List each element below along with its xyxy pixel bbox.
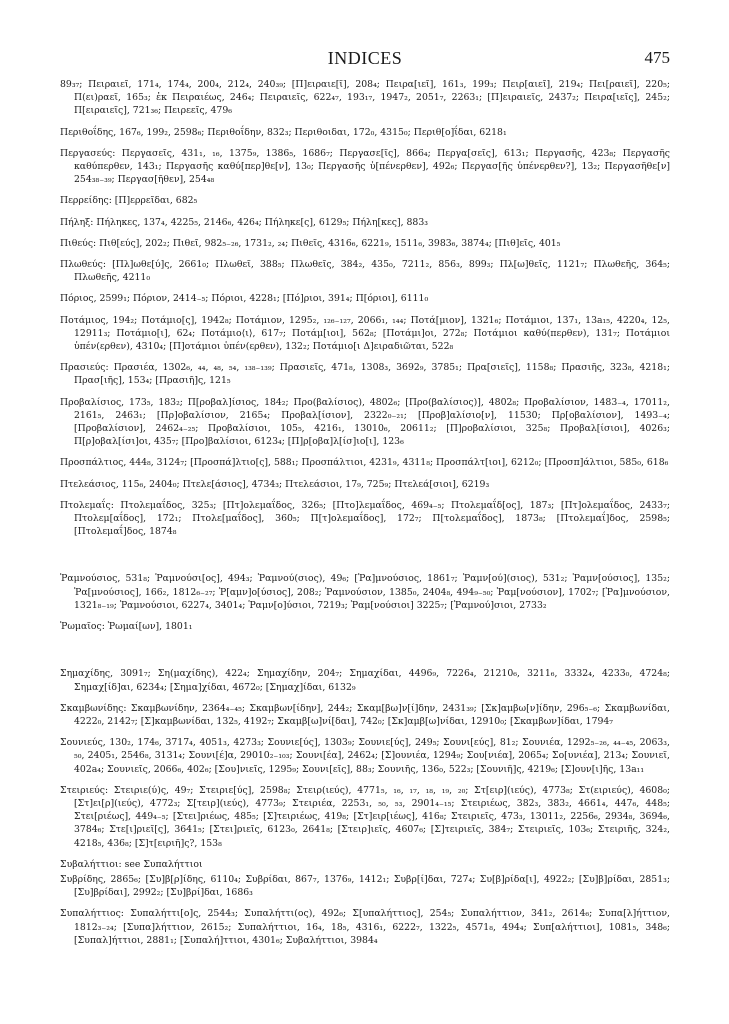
running-header xyxy=(60,48,670,72)
index-entry-peiraieus-cont: 89₃₇; Πειραιεῖ, 171₄, 174₄, 200₄, 212₄, 240₃₉; [Π]ειραιε[ῖ], 208₄; Πειρα[ιεῖ], 161₃, 199₃; Πειρ[αιεῖ], 219₄; Πει[ραιεῖ], 220₅; Π(ει)ραεῖ, 165₃; ἐκ Πειραιέως, 246₄; Πειραιεῖς, 622₄₇, 193₁₇, 1947₂, 2051₇, 2263₁; [Π]ειραιεῖς, 2437₂; Πειρα[ιεῖς], 245₂; Π[ειραιεῖς], 721₃₆; Πειρεεῖς, 479₆ xyxy=(60,79,670,117)
index-entry-potamios: Ποτάμιος, 194₂; Ποτάμιο[ς], 1942₈; Ποτάμιον, 1295₂, ₁₂₆₋₁₂₇, 2066₁, ₁₄₄; Ποτά[μιον], 1321₆; Ποτάμιοι, 137₁, 13a₁₅, 4220₄, 12₅, 12911₃; Ποτάμιο[ι], 62₄; Ποτάμιο⟨ι⟩, 617₇; Ποτάμ[ιοι], 562₈; [Ποτάμι]οι, 272₈; Ποτάμιοι καθύ(περθεν), 131₇; Ποτάμιοι ὑπέν(ερθεν), 4310₄; [Π]οτάμιοι ὑπέν(ερθεν), 132₂; Ποτάμιο[ι Δ]ειραδιῶται, 522₈ xyxy=(60,314,670,353)
index-entry-pelex: Πήληξ: Πήληκες, 137₄, 4225₅, 2146₆, 426₄; Πήληκε[ς], 6129₅; Πήλη[κες], 883₃ xyxy=(60,216,428,228)
index-entry-skambonides: Σκαμβωνίδης: Σκαμβωνίδην, 2364₄₋₄₅; Σκαμβων[ίδην], 244₂; Σκαμ[βω]ν[ί]δην, 2431₃₉; [Σκ]αμβω[ν]ίδην, 296₅₋₆; Σκαμβωνίδαι, 4222₀, 2142₇; [Σ]καμβωνίδαι, 132₅, 4192₇; Σκαμβ[ω]νί[δαι], 742₀; [Σκ]αμβ[ω]νίδαι, 12910₀; [Σκαμβων]ίδαι, 1794₇ xyxy=(60,702,670,727)
index-body xyxy=(60,78,670,955)
index-entry-sybalettioi-xref: Συβαλήττιοι: see Συπαλήττιοι xyxy=(60,858,203,870)
index-entry-semachides: Σημαχίδης, 3091₇; Ση(μαχίδης), 422₄; Σημαχίδην, 204₇; Σημαχίδαι, 4496₉, 7226₄, 21210₆, 3211₆, 3332₄, 4233₀, 4724₈; Σημαχ[ίδ]αι, 6234₄; [Σημα]χίδαι, 4672₀; [Σημαχ]ίδαι, 6132₉ xyxy=(60,668,670,693)
page-number: 475 xyxy=(644,48,670,67)
index-entry-perithoides: Περιθοΐδης, 167₆, 199₂, 2598₆; Περιθοΐδην, 832₃; Περιθοιδαι, 172₀, 4315₀; Περιθ[ο]ΐδαι, 6218₁ xyxy=(60,126,507,138)
index-entry-pitheus: Πιθεύς: Πιθ[εύς], 202₂; Πιθεῖ, 982₅₋₂₆, 1731₂, ₂₄; Πιθεῖς, 4316₆, 6221₉, 1511₆, 3983₆, 3874₄; [Πιθ]εῖς, 401₅ xyxy=(60,237,561,249)
running-title: INDICES xyxy=(327,48,403,68)
index-entry-pergaseus: Περγασεύς: Περγασεῖς, 431₁, ₁₆, 1375₉, 1386₅, 1686₇; Περγασε[ῖς], 866₄; Περγα[σεῖς], 613₁; Περγασῆς, 423₈; Περγασῆς καθύπερθεν, 143₁; Περγασῆς καθύ[περ]θε[ν], 13₀; Περγασῆς ὑ[πένερθεν], 492₆; Περγασ[ῆς ὑπένερθεν?], 13₂; Περγασῆθε[ν] 254₃₈₋₃₉; Περγασ[ῆθεν], 254₄₈ xyxy=(60,147,670,186)
index-entry-rhamnousios: Ῥαμνούσιος, 531₈; Ῥαμνούσι[ος], 494₃; Ῥαμνού(σιος), 49₆; [Ῥα]μνούσιος, 1861₇; Ῥαμν[ού](σιος), 531₂; Ῥαμν[ούσιος], 135₂; Ῥα[μνούσιος], 166₂, 1812₆₋₂₇; Ῥ[αμν]ο[ύσιος], 208₂; Ῥαμνούσιον, 1385₀, 2404₈, 494₉₋₅₀; Ῥαμ[νούσιον], 1702₇; [Ῥα]μνούσιον, 1321₈₋₁₉; Ῥαμνούσιοι, 6227₄, 3401₄; Ῥαμν[ο]ύσιοι, 7219₃; Ῥαμ[νούσιοι] 3225₇; [Ῥαμνού]σιοι, 2733₂ xyxy=(60,573,670,611)
index-entry-porios: Πόριος, 2599₁; Πόριον, 2414₋₅; Πόριοι, 4228₁; [Πό]ριοι, 391₄; Π[όριοι], 6111₀ xyxy=(60,293,429,305)
index-entry-probalisios: Προβαλίσιος, 173₅, 183₂; Π[ροβαλ]ίσιος, 184₂; Προ(βαλίσιος), 4802₆; [Προ(βαλίσιος)], 4802₈; Προβαλίσιον, 1483₋₄, 17011₂, 2161₅, 2463₁; [Πρ]οβαλίσιον, 2165₄; Προβαλ[ίσιον], 2322₀₋₂₁; [Προβ]αλίσιο[ν], 11530; Πρ[οβαλίσιον], 1493₋₄; [Προβαλίσιον], 2462₄₋₂₅; Προβαλίσιοι, 105₅, 4216₁, 13010₆, 20611₂; [Π]ροβαλίσιοι, 325₈; Προβαλ[ίσιοι], 4026₃; Π[ρ]οβαλ[ίσι]οι, 435₇; [Προ]βαλίσιοι, 6123₄; [Π]ρ[οβα]λ[ίσ]ιο[ι], 123₆ xyxy=(60,396,670,448)
index-entry-prospaltios: Προσπάλτιος, 444₈, 3124₇; [Προσπά]λτιο[ς], 588₁; Προσπάλτιοι, 4231₉, 4311₈; Προσπάλτ[ιοι], 6212₀; [Προσπ]άλτιοι, 585₀, 618₆ xyxy=(60,457,669,469)
letter-break xyxy=(60,546,670,572)
index-entry-sounieus: Σουνιεύς, 130₂, 174₆, 3717₄, 4051₃, 4273₃; Σουνιε[ύς], 1303₉; Σουνιε[ύς], 249₅; Σουνι[εύς], 81₂; Σουνιέα, 1292₅₋₂₆, ₄₄₋₄₅, 2063₃, ₅₀, 2405₁, 2546₈, 3131₄; Σουνι[έ]α, 29010₂₋₁₀₃; Σουνι[έα], 2462₄; [Σ]ουνιέα, 1294₉; Σου[νιέα], 2065₄; Σο[υνιέα], 213₄; Σουνιεῖ, 402a₄; Σουνιεῖς, 2066₆, 402₆; [Σου]νιεῖς, 1295₉; Σουνι[εῖς], 88₃; Σουνιῆς, 136₀, 522₃; [Σουνιῆ]ς, 4219₆; [Σ]ουν[ι]ῆς, 13a₁₁ xyxy=(60,737,670,775)
index-entry-ptolemais: Πτολεμαΐς: Πτολεμαΐδος, 325₃; [Πτ]ολεμαΐδος, 326₅; [Πτο]λεμαΐδος, 469₄₋₅; Πτολεμαΐδ[ος], 187₃; [Πτ]ολεμαΐδος, 2433₇; Πτολεμ[αΐδος], 172₁; Πτολε[μαΐδος], 360₅; Π[τ]ολεμαΐδος], 172₇; Π[τολεμαΐδος], 1873₈; [Πτολεμαΐ]δος, 2598₅; [Πτολεμαΐ]δος, 1874₈ xyxy=(60,499,670,538)
index-entry-sybrides: Συβρίδης, 2865₆; [Συ]β[ρ]ίδης, 6110₄; Συβρίδαι, 867₇, 1376₉, 1412₁; Συβρ[ί]δαι, 727₄; Συ[β]ρίδα[ι], 4922₂; [Συ]β]ρίδαι, 2851₃; [Συ]βρίδαι], 2992₂; [Συ]βρί]δαι, 1686₃ xyxy=(60,873,670,899)
letter-break xyxy=(60,641,670,667)
index-entry-pteleasios: Πτελεάσιος, 115₆, 2404₀; Πτελε[άσιος], 4734₃; Πτελεάσιοι, 17₉, 725₉; Πτελεά[σιοι], 6219₃ xyxy=(60,478,490,490)
index-entry-steirieus: Στειριεύς: Στειριε(ύ)ς, 49₇; Στειριε[ύς], 2598₈; Στειρ(ιεύς), 4771₅, ₁₆, ₁₇, ₁₈, ₁₉, ₂₀; Στ[ειρ](ιεύς), 4773₈; Στ(ειριεύς), 4608₀; [Στ]ει[ρ](ιεύς), 4772₃; Σ[τειρ](ιεύς), 4773₉; Στειριέα, 2253₁, ₅₀, ₅₃, 2901₄₋₁₅; Στειριέως, 382₃, 383₂, 4661₄, 447₆, 448₅; Στει[ριέως], 449₄₋₅; [Στει]ριέως, 485₅; [Σ]τειριέως, 419₈; [Στ]ειρ[ιέως], 416₈; Στειριεῖς, 473₃, 13011₂, 2256₆, 2934₈, 3694₆, 3784₆; Στε[ι]ριεῖ[ς], 3641₅; [Στει]ριεῖς, 6123₀, 2641₈; [Στειρ]ιεῖς, 4607₆; [Σ]τειριεῖς, 384₇; Στειριεῖς, 103₆; Στειριῆς, 324₂, 4218₅, 436₈; [Σ]τ[ειριῆ]ς?, 153₈ xyxy=(60,784,670,849)
index-entry-plotheus: Πλωθεύς: [Πλ]ωθε[ύ]ς, 2661₀; Πλωθεῖ, 388₅; Πλωθεῖς, 384₂, 435₀, 7211₂, 856₃, 899₃; Πλ[ω]θεῖς, 1121₇; Πλωθεῆς, 364₅; Πλωθεῆς, 4211₀ xyxy=(60,259,670,284)
index-entry-prasieus: Πρασιεύς: Πρασιέα, 1302₆, ₄₄, ₄₈, ₅₄, ₁₃₈₋₁₃₉; Πρασιεῖς, 471₈, 1308₃, 3692₉, 3785₁; Πρα[σιεῖς], 1158₈; Πρασιῆς, 323₈, 4218₁; Πρασ[ιῆς], 153₄; [Πρασιῆ]ς, 121₅ xyxy=(60,362,670,387)
index-entry-sypalettios: Συπαλήττιος: Συπαλήττι[ο]ς, 2544₃; Συπαλήττι(ος), 492₆; Σ[υπαλήττιος], 254₅; Συπαλήττιον, 341₂, 2614₆; Συπα[λ]ήττιον, 1812₃₋₂₄; [Συπα]λήττιον, 2615₂; Συπαλήττιοι, 16₄, 18₅, 4316₁, 6222₇, 1322₅, 4571₈, 494₄; Συπ[αλήττιοι], 1081₅, 348₆; [Συπαλ]ήττιοι, 2881₁; [Συπαλή]ττιοι, 4301₆; Συβαλήττιοι, 3984₄ xyxy=(60,908,670,946)
index-entry-rhomaios: Ῥωμαῖος: Ῥωμαί[ων], 1801₁ xyxy=(60,621,193,633)
index-entry-perreides: Περρείδης: [Π]ερρεῖδαι, 682₅ xyxy=(60,195,198,207)
